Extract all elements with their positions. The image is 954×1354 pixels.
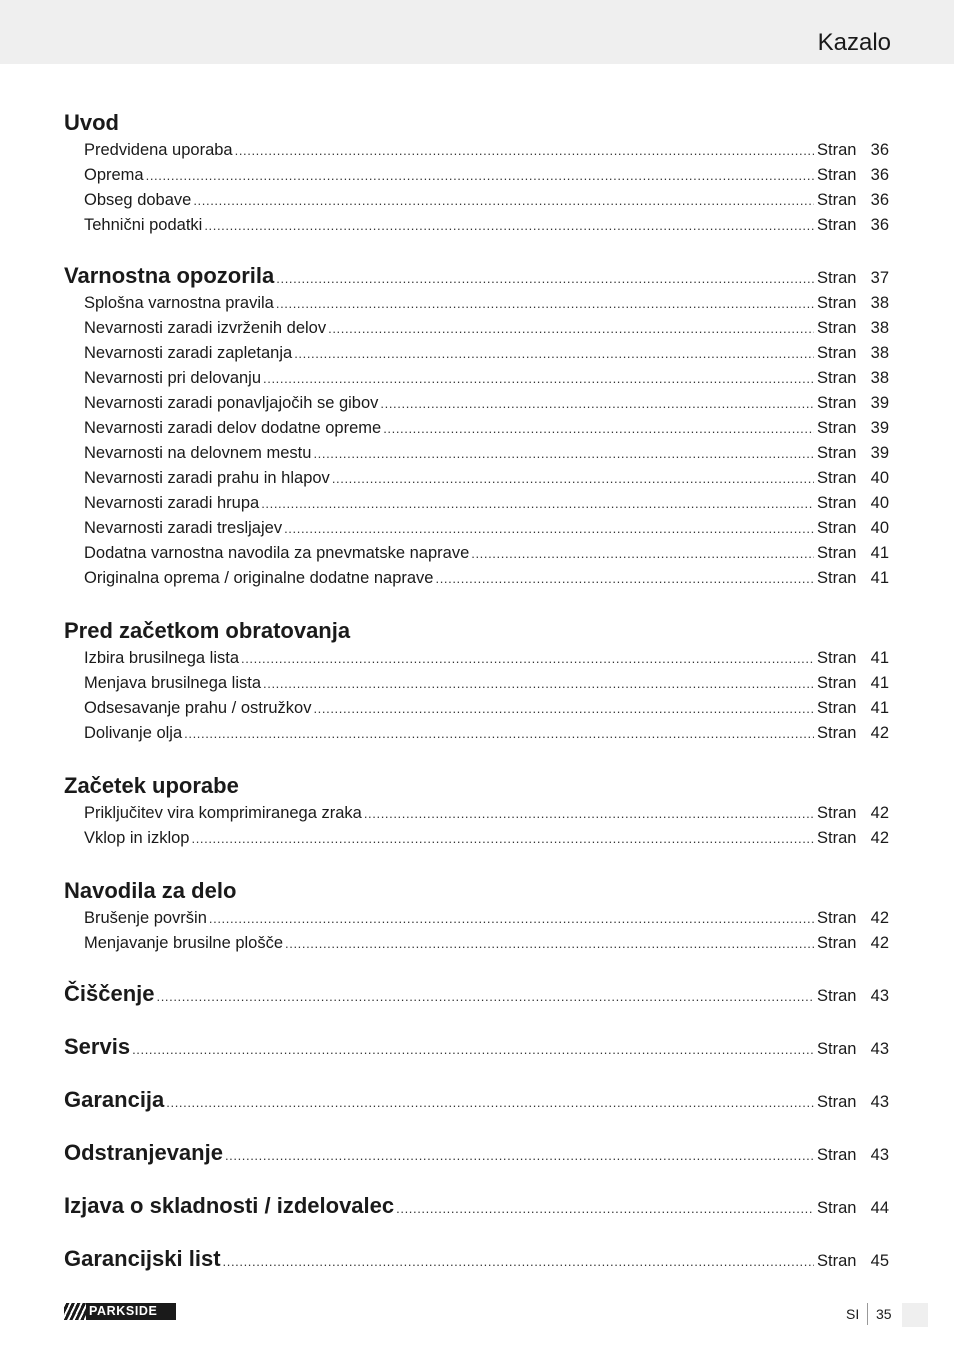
- toc-section-entry[interactable]: [64, 1034, 889, 1062]
- toc-page-ref: [817, 646, 889, 671]
- toc-page-ref: [817, 1037, 889, 1062]
- toc-page-ref: [817, 466, 889, 491]
- toc-leader-dots: [276, 272, 814, 285]
- toc-section-entry[interactable]: [64, 1246, 889, 1274]
- toc-leader-dots: [284, 522, 814, 535]
- toc-entry-label: Splošna varnostna pravila: [84, 294, 274, 312]
- toc-page-number: 42: [870, 909, 889, 927]
- toc-page-number: 43: [870, 1093, 889, 1111]
- toc-page-ref: [817, 984, 889, 1009]
- toc-page-word: Stran: [817, 804, 857, 822]
- toc-leader-dots: [261, 497, 814, 510]
- toc-section: [64, 876, 889, 956]
- toc-page-ref: [817, 721, 889, 746]
- toc-page-ref: [817, 566, 889, 591]
- toc-page-number: 39: [870, 444, 889, 462]
- footer-language: SI: [846, 1306, 860, 1322]
- toc-entry-label: Nevarnosti pri delovanju: [84, 369, 262, 387]
- toc-page-ref: [817, 163, 889, 188]
- toc-page-ref: [817, 671, 889, 696]
- toc-entry-label: Nevarnosti na delovnem mestu: [84, 444, 312, 462]
- toc-section: [64, 108, 889, 238]
- toc-page-ref: [817, 1143, 889, 1168]
- toc-entry[interactable]: [64, 291, 889, 316]
- toc-page-word: Stran: [817, 269, 857, 287]
- toc-section-entry[interactable]: [64, 1193, 889, 1221]
- toc-page-ref: [817, 341, 889, 366]
- toc-page-word: Stran: [817, 344, 857, 362]
- footer-box: [902, 1303, 928, 1327]
- toc-page-word: Stran: [817, 1252, 857, 1270]
- toc-entry[interactable]: [64, 541, 889, 566]
- table-of-contents: [64, 108, 889, 1274]
- toc-page-number: 42: [870, 934, 889, 952]
- toc-page-number: 38: [870, 319, 889, 337]
- toc-section-heading: Pred začetkom obratovanja: [64, 618, 351, 643]
- toc-entry[interactable]: [64, 441, 889, 466]
- toc-page-word: Stran: [817, 141, 857, 159]
- toc-entry[interactable]: [64, 316, 889, 341]
- toc-section-entry[interactable]: [64, 981, 889, 1009]
- toc-section: [64, 1140, 889, 1168]
- logo-text: PARKSIDE: [89, 1304, 158, 1318]
- toc-page-number: 43: [870, 1040, 889, 1058]
- toc-page-number: 42: [870, 804, 889, 822]
- toc-entry-label: Garancija: [64, 1087, 165, 1112]
- toc-page-ref: [817, 316, 889, 341]
- toc-page-word: Stran: [817, 649, 857, 667]
- toc-page-number: 45: [870, 1252, 889, 1270]
- toc-entry-label: Nevarnosti zaradi zapletanja: [84, 344, 293, 362]
- toc-page-number: 37: [870, 269, 889, 287]
- toc-page-number: 38: [870, 344, 889, 362]
- parkside-logo: [64, 1303, 176, 1320]
- toc-page-number: 36: [870, 141, 889, 159]
- toc-entry-label: Servis: [64, 1034, 131, 1059]
- toc-page-word: Stran: [817, 544, 857, 562]
- toc-section-entry[interactable]: [64, 1087, 889, 1115]
- toc-page-ref: [817, 391, 889, 416]
- toc-page-number: 39: [870, 394, 889, 412]
- toc-entry-label: Tehnični podatki: [84, 216, 203, 234]
- toc-leader-dots: [184, 727, 814, 740]
- toc-page-number: 36: [870, 166, 889, 184]
- toc-page-ref: [817, 931, 889, 956]
- toc-section: [64, 1246, 889, 1274]
- toc-entry-label: Dodatna varnostna navodila za pnevmatske naprave: [84, 544, 470, 562]
- toc-leader-dots: [193, 194, 814, 207]
- toc-leader-dots: [383, 422, 814, 435]
- toc-page-number: 36: [870, 216, 889, 234]
- toc-page-word: Stran: [817, 319, 857, 337]
- toc-page-number: 43: [870, 987, 889, 1005]
- toc-page-word: Stran: [817, 216, 857, 234]
- toc-page-word: Stran: [817, 191, 857, 209]
- toc-page-number: 44: [870, 1199, 889, 1217]
- toc-page-number: 42: [870, 724, 889, 742]
- toc-page-ref: [817, 541, 889, 566]
- toc-entry[interactable]: [64, 416, 889, 441]
- toc-page-word: Stran: [817, 829, 857, 847]
- toc-page-number: 42: [870, 829, 889, 847]
- toc-entry[interactable]: [64, 466, 889, 491]
- toc-leader-dots: [263, 372, 814, 385]
- toc-entry[interactable]: [64, 646, 889, 671]
- toc-leader-dots: [157, 990, 815, 1003]
- toc-entry[interactable]: [64, 516, 889, 541]
- toc-page-word: Stran: [817, 519, 857, 537]
- toc-entry-label: Nevarnosti zaradi tresljajev: [84, 519, 283, 537]
- toc-page-word: Stran: [817, 494, 857, 512]
- toc-leader-dots: [435, 572, 814, 585]
- toc-page-word: Stran: [817, 1040, 857, 1058]
- toc-entry-label: Brušenje površin: [84, 909, 207, 927]
- toc-page-ref: [817, 801, 889, 826]
- toc-page-word: Stran: [817, 394, 857, 412]
- toc-entry[interactable]: [64, 366, 889, 391]
- toc-entry[interactable]: [64, 566, 889, 591]
- toc-page-ref: [817, 1090, 889, 1115]
- toc-section: [64, 771, 889, 851]
- toc-entry-label: Nevarnosti zaradi prahu in hlapov: [84, 469, 330, 487]
- toc-entry[interactable]: [64, 801, 889, 826]
- toc-page-ref: [817, 491, 889, 516]
- toc-leader-dots: [225, 1149, 814, 1162]
- toc-page-ref: [817, 906, 889, 931]
- toc-section: [64, 263, 889, 591]
- toc-page-word: Stran: [817, 166, 857, 184]
- toc-section-heading: Navodila za delo: [64, 878, 237, 903]
- toc-leader-dots: [235, 144, 814, 157]
- toc-entry[interactable]: [64, 491, 889, 516]
- toc-section-entry[interactable]: [64, 263, 889, 291]
- toc-leader-dots: [285, 937, 814, 950]
- toc-entry[interactable]: [64, 721, 889, 746]
- toc-section-entry[interactable]: [64, 1140, 889, 1168]
- toc-page-ref: [817, 213, 889, 238]
- toc-page-word: Stran: [817, 1146, 857, 1164]
- toc-leader-dots: [209, 912, 814, 925]
- footer-page-number: 35: [876, 1306, 892, 1322]
- toc-page-ref: [817, 826, 889, 851]
- toc-entry[interactable]: [64, 391, 889, 416]
- toc-entry-label: Čiščenje: [64, 981, 155, 1006]
- toc-page-ref: [817, 188, 889, 213]
- toc-entry[interactable]: [64, 696, 889, 721]
- toc-page-word: Stran: [817, 569, 857, 587]
- toc-entry[interactable]: [64, 163, 889, 188]
- toc-leader-dots: [146, 169, 814, 182]
- toc-leader-dots: [313, 702, 814, 715]
- toc-entry-label: Dolivanje olja: [84, 724, 183, 742]
- toc-entry-label: Nevarnosti zaradi izvrženih delov: [84, 319, 327, 337]
- toc-entry[interactable]: [64, 906, 889, 931]
- toc-page-number: 38: [870, 294, 889, 312]
- toc-entry[interactable]: [64, 341, 889, 366]
- toc-entry-label: Predvidena uporaba: [84, 141, 233, 159]
- toc-leader-dots: [263, 677, 814, 690]
- toc-page-number: 41: [870, 649, 889, 667]
- toc-page-word: Stran: [817, 674, 857, 692]
- toc-leader-dots: [276, 297, 814, 310]
- toc-entry[interactable]: [64, 138, 889, 163]
- toc-leader-dots: [396, 1202, 814, 1215]
- toc-leader-dots: [294, 347, 814, 360]
- toc-page-word: Stran: [817, 469, 857, 487]
- toc-page-number: 39: [870, 419, 889, 437]
- toc-section: [64, 1034, 889, 1062]
- toc-entry-label: Oprema: [84, 166, 144, 184]
- toc-page-word: Stran: [817, 294, 857, 312]
- toc-page-ref: [817, 366, 889, 391]
- toc-leader-dots: [191, 832, 814, 845]
- toc-entry-label: Izjava o skladnosti / izdelovalec: [64, 1193, 395, 1218]
- toc-page-ref: [817, 138, 889, 163]
- toc-section: [64, 1087, 889, 1115]
- toc-section: [64, 1193, 889, 1221]
- toc-leader-dots: [332, 472, 814, 485]
- toc-page-number: 41: [870, 544, 889, 562]
- toc-entry-label: Izbira brusilnega lista: [84, 649, 239, 667]
- toc-section: [64, 981, 889, 1009]
- toc-page-number: 43: [870, 1146, 889, 1164]
- toc-leader-dots: [166, 1096, 814, 1109]
- toc-page-number: 40: [870, 494, 889, 512]
- toc-page-number: 38: [870, 369, 889, 387]
- toc-page-ref: [817, 516, 889, 541]
- toc-page-number: 41: [870, 674, 889, 692]
- toc-section-heading: Začetek uporabe: [64, 773, 239, 798]
- toc-page-ref: [817, 291, 889, 316]
- toc-page-word: Stran: [817, 699, 857, 717]
- toc-leader-dots: [364, 807, 814, 820]
- toc-leader-dots: [471, 547, 814, 560]
- toc-page-ref: [817, 266, 889, 291]
- toc-page-word: Stran: [817, 1199, 857, 1217]
- toc-entry-label: Varnostna opozorila: [64, 263, 275, 288]
- toc-entry-label: Nevarnosti zaradi ponavljajočih se gibov: [84, 394, 379, 412]
- toc-section-heading: Uvod: [64, 110, 119, 135]
- toc-page-word: Stran: [817, 419, 857, 437]
- toc-page-ref: [817, 416, 889, 441]
- toc-entry-label: Menjava brusilnega lista: [84, 674, 262, 692]
- page-title: Kazalo: [817, 29, 891, 56]
- toc-leader-dots: [380, 397, 814, 410]
- toc-section: [64, 616, 889, 746]
- toc-page-word: Stran: [817, 934, 857, 952]
- header-bar: [0, 0, 954, 64]
- toc-page-word: Stran: [817, 724, 857, 742]
- toc-leader-dots: [223, 1255, 814, 1268]
- toc-entry-label: Originalna oprema / originalne dodatne naprave: [84, 569, 434, 587]
- toc-page-number: 36: [870, 191, 889, 209]
- toc-page-ref: [817, 1249, 889, 1274]
- toc-leader-dots: [313, 447, 814, 460]
- toc-entry-label: Obseg dobave: [84, 191, 192, 209]
- toc-entry-label: Menjavanje brusilne plošče: [84, 934, 284, 952]
- toc-leader-dots: [204, 219, 814, 232]
- toc-page-number: 40: [870, 519, 889, 537]
- toc-page-word: Stran: [817, 444, 857, 462]
- toc-leader-dots: [132, 1043, 814, 1056]
- toc-entry-label: Priključitev vira komprimiranega zraka: [84, 804, 362, 822]
- toc-entry-label: Nevarnosti zaradi delov dodatne opreme: [84, 419, 382, 437]
- toc-page-word: Stran: [817, 369, 857, 387]
- toc-entry[interactable]: [64, 188, 889, 213]
- toc-page-ref: [817, 1196, 889, 1221]
- toc-page-number: 40: [870, 469, 889, 487]
- toc-leader-dots: [328, 322, 814, 335]
- toc-entry[interactable]: [64, 826, 889, 851]
- toc-entry[interactable]: [64, 671, 889, 696]
- toc-page-ref: [817, 696, 889, 721]
- toc-page-word: Stran: [817, 987, 857, 1005]
- footer-divider: [867, 1303, 868, 1325]
- toc-page-word: Stran: [817, 1093, 857, 1111]
- toc-entry[interactable]: [64, 931, 889, 956]
- toc-page-ref: [817, 441, 889, 466]
- toc-entry-label: Vklop in izklop: [84, 829, 190, 847]
- toc-entry-label: Odsesavanje prahu / ostružkov: [84, 699, 312, 717]
- toc-page-number: 41: [870, 699, 889, 717]
- toc-entry-label: Garancijski list: [64, 1246, 221, 1271]
- logo-stripes-icon: [64, 1303, 86, 1320]
- toc-entry[interactable]: [64, 213, 889, 238]
- toc-entry-label: Odstranjevanje: [64, 1140, 223, 1165]
- toc-page-number: 41: [870, 569, 889, 587]
- toc-page-word: Stran: [817, 909, 857, 927]
- toc-entry-label: Nevarnosti zaradi hrupa: [84, 494, 260, 512]
- toc-leader-dots: [241, 652, 814, 665]
